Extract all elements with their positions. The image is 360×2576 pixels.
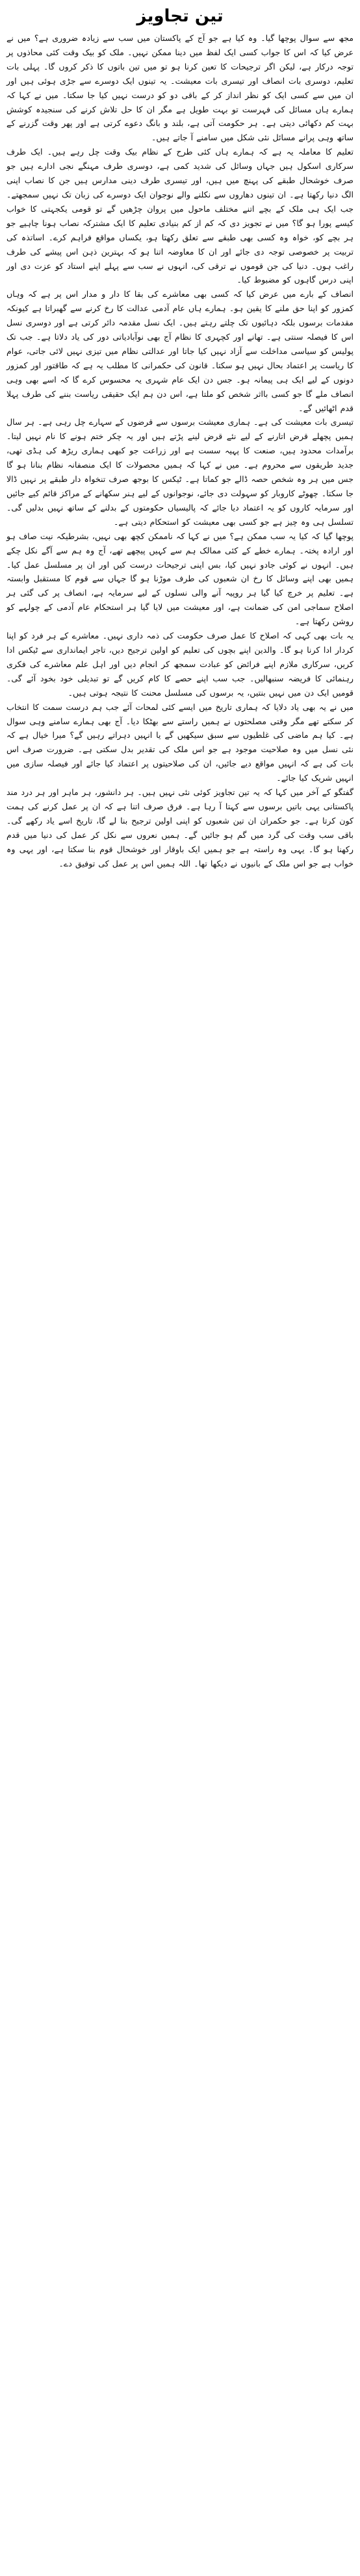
article-body <box>6 31 354 870</box>
article-paragraph: یہ بات بھی کہی کہ اصلاح کا عمل صرف حکومت کی ذمہ داری نہیں۔ معاشرے کے ہر فرد کو اپنا کردار ادا کرنا ہو گا۔ والدین اپنے بچوں کی تعلیم کو اولین ترجیح دیں، تاجر ایمانداری سے ٹیکس ادا کریں، سرکاری ملازم اپنے فرائض کو عبادت سمجھ کر انجام دیں اور اہل علم معاشرے کی فکری رہنمائی کا فریضہ سنبھالیں۔ جب سب اپنے حصے کا کام کریں گے تو تبدیلی خود بخود آئے گی۔ قومیں ایک دن میں نہیں بنتیں، یہ برسوں کی مسلسل محنت کا نتیجہ ہوتی ہیں۔ <box>6 631 354 698</box>
article-paragraph: پوچھا گیا کہ کیا یہ سب ممکن ہے؟ میں نے کہا کہ ناممکن کچھ بھی نہیں، بشرطیکہ نیت صاف ہو اور ارادہ پختہ۔ ہمارے خطے کے کئی ممالک ہم سے کہیں پیچھے تھے، آج وہ ہم سے آگے نکل چکے ہیں۔ انہوں نے کوئی جادو نہیں کیا، بس اپنی ترجیحات درست کیں اور ان پر مسلسل عمل کیا۔ ہمیں بھی اپنے وسائل کا رخ ان شعبوں کی طرف موڑنا ہو گا جہاں سے قوم کا مستقبل وابستہ ہے۔ تعلیم پر خرچ کیا گیا ہر روپیہ آنے والی نسلوں کے لیے سرمایہ ہے، انصاف پر کی گئی ہر اصلاح سماجی امن کی ضمانت ہے، اور معیشت میں لایا گیا ہر استحکام عام آدمی کے چولہے کو روشن رکھتا ہے۔ <box>6 531 354 627</box>
article-paragraph: گفتگو کے آخر میں کہا کہ یہ تین تجاویز کوئی نئی نہیں ہیں۔ ہر دانشور، ہر ماہر اور ہر درد مند پاکستانی یہی باتیں برسوں سے کہتا آ رہا ہے۔ فرق صرف اتنا ہے کہ ان پر عمل کرنے کی ہمت کون کرتا ہے۔ جو حکمران ان تین شعبوں کو اپنی اولین ترجیح بنا لے گا، تاریخ اسے یاد رکھے گی۔ باقی سب وقت کی گرد میں گم ہو جائیں گے۔ ہمیں نعروں سے نکل کر عمل کی دنیا میں قدم رکھنا ہو گا۔ یہی وہ راستہ ہے جو ہمیں ایک باوقار اور خوشحال قوم بنا سکتا ہے، اور یہی وہ خواب ہے جو اس ملک کے بانیوں نے دیکھا تھا۔ اللہ ہمیں اس پر عمل کی توفیق دے۔ <box>6 787 354 868</box>
article-title: تین تجاویز <box>136 6 224 26</box>
article-paragraph: مجھ سے سوال پوچھا گیا۔ وہ کیا ہے جو آج کے پاکستان میں سب سے زیادہ ضروری ہے؟ میں نے عرض کیا کہ اس کا جواب کسی ایک لفظ میں دینا ممکن نہیں۔ ملک کو بیک وقت کئی محاذوں پر توجہ درکار ہے، لیکن اگر ترجیحات کا تعین کرنا ہو تو میں تین باتوں کا ذکر کروں گا۔ پہلی بات تعلیم، دوسری بات انصاف اور تیسری بات معیشت۔ یہ تینوں ایک دوسرے سے جڑی ہوئی ہیں اور ان میں سے کسی ایک کو نظر انداز کر کے باقی دو کو درست نہیں کیا جا سکتا۔ میں نے کہا کہ ہمارے ہاں مسائل کی فہرست تو بہت طویل ہے مگر ان کا حل تلاش کرنے کی سنجیدہ کوشش بہت کم دکھائی دیتی ہے۔ ہر حکومت آتی ہے، بلند و بانگ دعوے کرتی ہے اور پھر وقت گزرنے کے ساتھ وہی پرانے مسائل نئی شکل میں سامنے آ جاتے ہیں۔ <box>6 33 354 143</box>
article-paragraph: تیسری بات معیشت کی ہے۔ ہماری معیشت برسوں سے قرضوں کے سہارے چل رہی ہے۔ ہر سال ہمیں پچھلے قرض اتارنے کے لیے نئے قرض لینے پڑتے ہیں اور یہ چکر ختم ہونے کا نام نہیں لیتا۔ برآمدات محدود ہیں، صنعت کا پہیہ سست ہے اور زراعت جو کبھی ہماری ریڑھ کی ہڈی تھی، جدید طریقوں سے محروم ہے۔ میں نے کہا کہ ہمیں محصولات کا ایک منصفانہ نظام بنانا ہو گا جس میں ہر وہ شخص حصہ ڈالے جو کماتا ہے۔ ٹیکس کا بوجھ صرف تنخواہ دار طبقے پر نہیں ڈالا جا سکتا۔ چھوٹے کاروبار کو سہولت دی جائے، نوجوانوں کے لیے ہنر سکھانے کے مراکز قائم کیے جائیں اور سرمایہ کاروں کو یہ اعتماد دیا جائے کہ پالیسیاں حکومتوں کے بدلنے کے ساتھ نہیں بدلیں گی۔ تسلسل ہی وہ چیز ہے جو کسی بھی معیشت کو استحکام دیتی ہے۔ <box>6 417 354 527</box>
article-paragraph: انصاف کے بارے میں عرض کیا کہ کسی بھی معاشرے کی بقا کا دار و مدار اس پر ہے کہ وہاں کمزور کو اپنا حق ملنے کا یقین ہو۔ ہمارے ہاں عام آدمی عدالت کا رخ کرنے سے گھبراتا ہے کیونکہ مقدمات برسوں بلکہ دہائیوں تک چلتے رہتے ہیں۔ ایک نسل مقدمہ دائر کرتی ہے اور دوسری نسل اس کا فیصلہ سنتی ہے۔ تھانے اور کچہری کا نظام آج بھی نوآبادیاتی دور کی یاد دلاتا ہے۔ جب تک پولیس کو سیاسی مداخلت سے آزاد نہیں کیا جاتا اور عدالتی نظام میں تیزی نہیں لائی جاتی، عوام کا ریاست پر اعتماد بحال نہیں ہو سکتا۔ قانون کی حکمرانی کا مطلب یہ ہے کہ طاقتور اور کمزور دونوں کے لیے ایک ہی پیمانہ ہو۔ جس دن ایک عام شہری یہ محسوس کرے گا کہ اسے بھی وہی انصاف ملے گا جو کسی بااثر شخص کو ملتا ہے، اس دن ہم ایک حقیقی ریاست بننے کی طرف پہلا قدم اٹھائیں گے۔ <box>6 289 354 413</box>
article-paragraph: تعلیم کا معاملہ یہ ہے کہ ہمارے ہاں کئی طرح کے نظام بیک وقت چل رہے ہیں۔ ایک طرف سرکاری اسکول ہیں جہاں وسائل کی شدید کمی ہے، دوسری طرف مہنگے نجی ادارے ہیں جو صرف خوشحال طبقے کی پہنچ میں ہیں، اور تیسری طرف دینی مدارس ہیں جن کا نصاب اپنی الگ دنیا رکھتا ہے۔ ان تینوں دھاروں سے نکلنے والے نوجوان ایک دوسرے کی زبان تک نہیں سمجھتے۔ جب ایک ہی ملک کے بچے اتنے مختلف ماحول میں پروان چڑھیں گے تو قومی یکجہتی کا خواب کیسے پورا ہو گا؟ میں نے تجویز دی کہ کم از کم بنیادی تعلیم کا ایک مشترکہ نصاب ہونا چاہیے جو ہر بچے کو، خواہ وہ کسی بھی طبقے سے تعلق رکھتا ہو، یکساں مواقع فراہم کرے۔ اساتذہ کی تربیت پر خصوصی توجہ دی جائے اور ان کا معاوضہ اتنا ہو کہ بہترین ذہن اس پیشے کی طرف راغب ہوں۔ دنیا کی جن قوموں نے ترقی کی، انہوں نے سب سے پہلے اپنے استاد کو عزت دی اور اپنی درس گاہوں کو مضبوط کیا۔ <box>6 147 354 285</box>
article-paragraph: میں نے یہ بھی یاد دلایا کہ ہماری تاریخ میں ایسے کئی لمحات آئے جب ہم درست سمت کا انتخاب کر سکتے تھے مگر وقتی مصلحتوں نے ہمیں راستے سے بھٹکا دیا۔ آج بھی ہمارے سامنے وہی سوال ہے۔ کیا ہم ماضی کی غلطیوں سے سبق سیکھیں گے یا انہیں دہراتے رہیں گے؟ میرا خیال ہے کہ نئی نسل میں وہ صلاحیت موجود ہے جو اس ملک کی تقدیر بدل سکتی ہے۔ ضرورت صرف اس بات کی ہے کہ انہیں مواقع دیے جائیں، ان کی صلاحیتوں پر اعتماد کیا جائے اور فیصلہ سازی میں انہیں شریک کیا جائے۔ <box>6 701 354 783</box>
